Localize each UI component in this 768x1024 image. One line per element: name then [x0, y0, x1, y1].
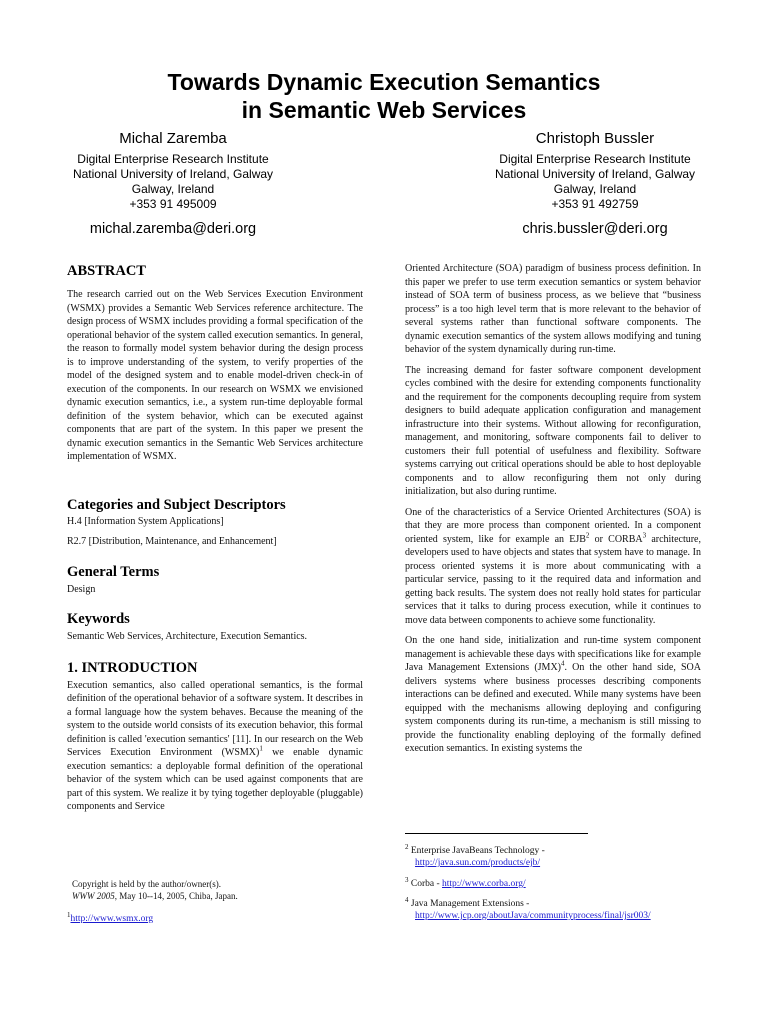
copyright-line: Copyright is held by the author/owner(s). [72, 879, 221, 889]
text-part: On the one hand side, initialization and run-time system component management is achievable these days with specifications like for example Java Management Extensions (JMX) [405, 635, 701, 673]
footnote-number: 3 [405, 875, 409, 884]
author-name: Christoph Bussler [535, 130, 655, 147]
keywords-heading: Keywords [67, 611, 130, 627]
footnote-1 [67, 910, 154, 925]
category-item: R2.7 [Distribution, Maintenance, and Enhancement] [67, 536, 277, 547]
author-email: michal.zaremba@deri.org [89, 221, 257, 237]
footnote-label: Enterprise JavaBeans Technology - [410, 846, 545, 856]
right-column [405, 262, 701, 756]
title-line-2: in Semantic Web Services [241, 97, 527, 123]
author-email: chris.bussler@deri.org [522, 221, 668, 237]
paper-title [0, 68, 768, 124]
author-affiliation: Digital Enterprise Research Institute [77, 152, 269, 166]
paragraph: The increasing demand for faster software component development cycles combined with the desire for extending components functionality and the requirement for the components decoupling require from system designers to build adequate application configuration and management infrastructure into their systems. Without allowing for reconfiguration, management, and monitoring, software components fail to deliver to customers their full potential of usefulness and flexibility. Software systems carrying out critical operations should be able to host deployable components and to allow reconfiguring them not only during initialization, but also during runtime. [405, 364, 701, 497]
keywords-text: Semantic Web Services, Architecture, Execution Semantics. [67, 631, 308, 642]
footnote-number: 2 [405, 842, 409, 851]
author-phone: +353 91 492759 [551, 197, 639, 211]
abstract-heading: ABSTRACT [67, 263, 146, 279]
author-university: National University of Ireland, Galway [72, 167, 274, 181]
footnote-divider [405, 833, 588, 834]
author-university: National University of Ireland, Galway [494, 167, 696, 181]
footnote-link[interactable]: http://java.sun.com/products/ejb/ [415, 858, 541, 868]
footnote-ref: 3 [642, 531, 647, 540]
introduction-text [67, 679, 363, 814]
author-name: Michal Zaremba [119, 130, 227, 147]
general-terms-text: Design [67, 583, 96, 595]
categories-heading: Categories and Subject Descriptors [67, 496, 286, 513]
footnote-link[interactable]: http://www.corba.org/ [442, 879, 526, 889]
text-part: One of the characteristics of a Service Oriented Architectures (SOA) is that they are more process than component oriented. In a component oriented system, like for example an EJB [405, 506, 701, 545]
category-item: H.4 [Information System Applications] [67, 515, 224, 527]
text-part: architecture, developers used to have objects and states that system have to manage. In process oriented systems it is more about communicating with a particular service, passing to it the required data and information and getting back results. The system does not really hold states for particular services that it talks to during process execution, while it continues to move data between components to achieve some functionality. [405, 533, 701, 626]
footnote-ref: 1 [259, 744, 263, 753]
author-location: Galway, Ireland [553, 182, 637, 196]
paragraph: Oriented Architecture (SOA) paradigm of business process definition. In this paper we prefer to use term execution semantics or system behavior instead of SOA term of business process, as we believe that “business process” is a too high level term that is more relevant to the behavior of several systems rather than functional software components. The dynamic execution semantics of the system allows modifying and tuning behavior of the system dynamically during run-time. [405, 263, 701, 355]
footnote-3 [405, 875, 705, 890]
title-line-1: Towards Dynamic Execution Semantics [167, 69, 601, 95]
footnote-link[interactable]: http://www.jcp.org/aboutJava/communityprocess/final/jsr003/ [415, 911, 651, 921]
author-affiliation: Digital Enterprise Research Institute [499, 152, 691, 166]
author-location: Galway, Ireland [131, 182, 215, 196]
abstract-text: The research carried out on the Web Services Execution Environment (WSMX) provides a Semantic Web Services reference architecture. The design process of WSMX includes providing a formal specification of the operational behavior of the system called execution semantics. In general, the reason to formally model system behavior during the design process is to improve understanding of the system, to verify properties of the model of the designed system and to enable model-driven check-in of execution of the components. In our research on WSMX we envisioned dynamic execution semantics, i.e., a system run-time deployable formal definition of the system behavior, which can be executed against components that are part of the system. In this paper we present the dynamic execution semantics in the Semantic Web Services architecture implementation of WSMX. [67, 289, 363, 462]
text-part: . On the other hand side, SOA delivers systems where business processes describing components interactions can be defined and executed. While many systems have been equipped with the mechanisms allowing deploying and configuring system components during its run-time, a mechanism is still missing to provide the functionality enabling deploying of the formally defined execution semantics. In existing systems the [405, 662, 701, 754]
footnote-2 [405, 842, 705, 869]
footnote-number: 4 [405, 895, 409, 904]
venue-details: , May 10--14, 2005, Chiba, Japan. [114, 890, 238, 901]
left-column [67, 262, 363, 814]
footnote-number: 1 [67, 910, 71, 919]
author-block-zaremba [40, 129, 306, 239]
intro-text-part: Execution semantics, also called operational semantics, is the formal definition of the operational behavior of a software system. It describes in a formal language how the system behaves. Because the meaning of the system to the outside world consists of its execution behavior, this formal definition is called 'execution semantics' [11]. In our research on the Web Services Execution Environment (WSMX) [67, 679, 363, 758]
paragraph [405, 506, 701, 628]
author-block-bussler [462, 129, 728, 239]
footnote-link[interactable]: http://www.wsmx.org [70, 914, 154, 924]
copyright-notice [72, 879, 362, 902]
footnote-4 [405, 895, 705, 922]
introduction-heading: 1. INTRODUCTION [67, 659, 198, 676]
text-part: or CORBA [589, 533, 643, 545]
footnote-ref: 4 [561, 659, 565, 668]
footnote-ref: 2 [585, 531, 590, 540]
author-phone: +353 91 495009 [129, 197, 217, 211]
venue-line [72, 891, 362, 903]
general-terms-heading: General Terms [67, 563, 160, 580]
paragraph [405, 634, 701, 756]
venue-name: WWW 2005 [72, 890, 115, 901]
intro-text-part: we enable dynamic execution semantics: a deployable formal definition of the operational behavior of the system which can be used against components that are part of this system. We realize it by tying together deployable (pluggable) components and Service [67, 747, 364, 812]
footnote-label: Java Management Extensions - [410, 899, 530, 909]
footnote-label: Corba - [410, 879, 443, 889]
